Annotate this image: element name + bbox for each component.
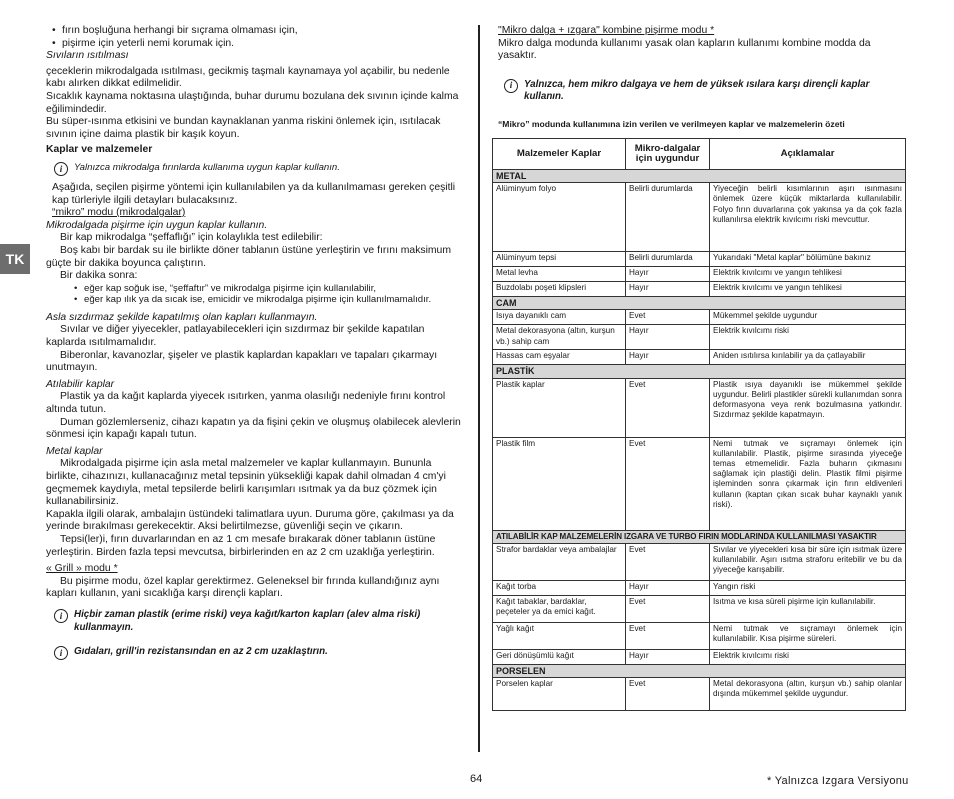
page-number: 64 <box>470 773 483 785</box>
table-cell: Hayır <box>626 325 710 350</box>
section-title: PORSELEN <box>493 664 906 677</box>
table-row <box>493 350 906 365</box>
paragraph: Bu pişirme modu, özel kaplar gerektirmez. Geleneksel bir fırında kullandığınız aynı kapları kullanın, yani sıcaklığa karşı dirençli kapları. <box>46 575 440 600</box>
mode-heading: « Grill » modu * <box>46 563 118 575</box>
table-cell: Hayır <box>626 267 710 282</box>
mode-heading: "Mikro dalga + ızgara" kombine pişirme modu * <box>498 25 715 36</box>
column-header: Malzemeler Kaplar <box>493 139 626 170</box>
table-header-row <box>493 139 906 170</box>
table-row <box>493 649 906 664</box>
table-cell: Hayır <box>626 649 710 664</box>
list-item: • fırın boşluğuna herhangi bir sıçrama olmaması için, <box>46 25 462 38</box>
table-row <box>493 378 906 437</box>
section-row <box>493 365 906 378</box>
table-body <box>493 170 906 711</box>
table-cell: Nemi tutmak ve sıçramayı önlemek için kullanılabilir. Plastik, pişirme sırasında yiyeceğe temas etmemelidir. Fazla buharın çıkmasını sağlamak için plastiği delin. Plastik filmi pişirme işleminden sonra çıkarmak için fırın eldivenleri kullanın (kaptan çıkan sıcak buhar kaynaklı yanık riski). <box>710 437 906 530</box>
table-cell: Yiyeceğin belirli kısımlarının aşırı ısınmasını önlemek üzere küçük miktarlarda kullanılabilir. Folyo fırın duvarlarına çok yakınsa ya da çok fazla kullanılırsa elektrik kıvılcımı riski mevcuttur. <box>710 183 906 252</box>
paragraph: Duman gözlemlerseniz, cihazı kapatın ya da fişini çekin ve oluşmuş olabilecek alevlerin sönmesi için kapağı kapalı tutun. <box>46 416 461 441</box>
column-divider <box>478 25 480 752</box>
paragraph: Plastik ya da kağıt kaplarda yiyecek ısıtırken, yanma olasılığı nedeniyle fırını kontrol altında tutun. <box>46 391 446 416</box>
table-cell: Elektrik kıvılcımı riski <box>710 649 906 664</box>
table-cell: Kağıt tabaklar, bardaklar, peçeteler ya da emici kağıt. <box>493 595 626 622</box>
right-column <box>498 25 910 131</box>
paragraph: Sıcaklık kaynama noktasına ulaştığında, buhar durumu bozulana dek sıvının içinde kalma eğilimindedir. <box>46 90 459 115</box>
language-tab: TK <box>0 244 30 274</box>
table-title: “Mikro” modunda kullanımına izin verilen ve verilmeyen kaplar ve malzemelerin özeti <box>498 118 845 129</box>
table-row <box>493 595 906 622</box>
table-cell: Buzdolabı poşeti klipsleri <box>493 282 626 297</box>
table-row <box>493 183 906 252</box>
list-item: • eğer kap ılık ya da sıcak ise, emicidir ve mikrodalga pişirme için kullanılmamalıdır. <box>46 294 462 306</box>
table-cell: Plastik kaplar <box>493 378 626 437</box>
section-heading: Kaplar ve malzemeler <box>46 144 153 156</box>
note-text: Hiçbir zaman plastik (erime riski) veya kağıt/karton kapları (alev alma riski) kullanmayın. <box>74 608 421 633</box>
section-title: METAL <box>493 170 906 183</box>
table-cell: Metal dekorasyona (altın, kurşun vb.) sahip olanlar dışında mükemmel şekilde uygundur. <box>710 678 906 711</box>
list-item: • eğer kap soğuk ise, “şeffaftır” ve mikrodalga pişirme için kullanılabilir, <box>46 283 462 295</box>
info-icon: i <box>54 646 68 660</box>
paragraph: Mikrodalgada pişirme için asla metal malzemeler ve kaplar kullanmayın. Bununla birlikte, cihazınızı, kullanacağınız metal tepsinin yüksekliği kapak dahil olmadan 4 cm'yi geçmemek kaydıyla, metal tepsilerde belirli karışımları ısıtmak ya da buz çözmek için kullanabilirsiniz. <box>46 458 446 508</box>
paragraph: çeceklerin mikrodalgada ısıtılması, gecikmiş taşmalı kaynamaya yol açabilir, bu nedenle kabı alırken dikkat edilmelidir. <box>46 65 450 90</box>
containers-table <box>492 138 906 711</box>
table-cell: Belirli durumlarda <box>626 183 710 252</box>
footer-note: * Yalnızca Izgara Versiyonu <box>767 775 909 787</box>
info-icon: i <box>504 79 518 93</box>
table-cell: Alüminyum tepsi <box>493 252 626 267</box>
section-heading: Sıvıların ısıtılması <box>46 50 129 62</box>
table-cell: Isıya dayanıklı cam <box>493 310 626 325</box>
table-cell: Plastik ısıya dayanıklı ise mükemmel şekilde uygundur. Belirli plastikler sürekli kullanımdan sonra deformasyona veya renk bozulmasına yatkındır. Sızdırmaz şekilde kapatmayın. <box>710 378 906 437</box>
section-title: ATILABİLİR KAP MALZEMELERİN IZGARA VE TURBO FIRIN MODLARINDA KULLANILMASI YASAKTIR <box>493 530 906 543</box>
list-item: • pişirme için yeterli nemi korumak için. <box>46 38 462 51</box>
table-cell: Alüminyum folyo <box>493 183 626 252</box>
table-cell: Hayır <box>626 350 710 365</box>
paragraph: Bir dakika sonra: <box>60 270 138 282</box>
table-cell: Elektrik kıvılcımı riski <box>710 325 906 350</box>
table-row <box>493 267 906 282</box>
table-cell: Yangın riski <box>710 580 906 595</box>
note-text: Yalnızca mikrodalga fırınlarda kullanıma uygun kaplar kullanın. <box>74 161 340 173</box>
note-text: Gıdaları, grill'in rezistansından en az 2 cm uzaklaştırın. <box>74 646 328 658</box>
paragraph: Tepsi(ler)i, fırın duvarlarından en az 1 cm mesafe bırakarak döner tablanın üstüne yerleştirin. Birden fazla tepsi mevcutsa, birbirlerinden en az 2 cm uzaklığa yerleştirin. <box>46 533 436 558</box>
table-cell: Mükemmel şekilde uygundur <box>710 310 906 325</box>
table-cell: Hayır <box>626 282 710 297</box>
subheading: Asla sızdırmaz şekilde kapatılmış olan kapları kullanmayın. <box>46 311 318 323</box>
table-cell: Sıvılar ve yiyecekleri kısa bir süre için ısıtmak üzere kullanılabilir. Aşırı ısıtma straforu eritebilir ve bu da yiyeceğe karışabilir. <box>710 543 906 580</box>
table-cell: Aniden ısıtılırsa kırılabilir ya da çatlayabilir <box>710 350 906 365</box>
table-cell: Evet <box>626 437 710 530</box>
note-text: Yalnızca, hem mikro dalgaya ve hem de yüksek ısılara karşı dirençli kaplar kullanın. <box>524 78 870 103</box>
paragraph: Biberonlar, kavanozlar, şişeler ve plastik kaplardan kapakları ve tapaları çıkarmayı unutmayın. <box>46 349 438 374</box>
table-cell: Metal levha <box>493 267 626 282</box>
table-cell: Geri dönüşümlü kağıt <box>493 649 626 664</box>
section-row <box>493 297 906 310</box>
subheading: Metal kaplar <box>46 445 103 457</box>
table-cell: Kağıt torba <box>493 580 626 595</box>
note <box>54 609 462 634</box>
paragraph: Bu süper-ısınma etkisini ve bundan kaynaklanan yanma riskini önlemek için, ısıtılacak sıvının içine daima plastik bir kaşık koyun. <box>46 116 441 140</box>
paragraph: Mikro dalga modunda kullanımı yasak olan kapların kullanımı kombine modda da yasaktır. <box>498 37 871 62</box>
paragraph: Sıvılar ve diğer yiyecekler, patlayabilecekleri için sızdırmaz bir şekilde kapatılan kaplarda ısıtılmamalıdır. <box>46 324 425 349</box>
table-cell: Evet <box>626 543 710 580</box>
table-cell: Yağlı kağıt <box>493 622 626 649</box>
table-cell: Strafor bardaklar veya ambalajlar <box>493 543 626 580</box>
table-row <box>493 543 906 580</box>
table-cell: Evet <box>626 310 710 325</box>
table-cell: Belirli durumlarda <box>626 252 710 267</box>
column-header: Mikro-dalgalar için uygundur <box>626 139 710 170</box>
info-icon: i <box>54 162 68 176</box>
table-row <box>493 437 906 530</box>
table-row <box>493 282 906 297</box>
column-header: Açıklamalar <box>710 139 906 170</box>
table-cell: Isıtma ve kısa süreli pişirme için kullanılabilir. <box>710 595 906 622</box>
table-cell: Evet <box>626 595 710 622</box>
table-cell: Hayır <box>626 580 710 595</box>
subheading: Atılabilir kaplar <box>46 378 115 390</box>
table-row <box>493 325 906 350</box>
section-title: PLASTİK <box>493 365 906 378</box>
table-row <box>493 622 906 649</box>
section-row <box>493 170 906 183</box>
table-cell: Porselen kaplar <box>493 678 626 711</box>
table-cell: Yukarıdaki "Metal kaplar" bölümüne bakınız <box>710 252 906 267</box>
paragraph: Aşağıda, seçilen pişirme yöntemi için kullanılabilen ya da kullanılmaması gereken çeşitli kap türleriyle ilgili detayları bulacaksınız. <box>52 181 456 206</box>
note <box>54 646 462 660</box>
section-row <box>493 664 906 677</box>
table-row <box>493 580 906 595</box>
table-cell: Evet <box>626 678 710 711</box>
table-cell: Evet <box>626 378 710 437</box>
table-cell: Elektrik kıvılcımı ve yangın tehlikesi <box>710 267 906 282</box>
table-row <box>493 310 906 325</box>
table-row <box>493 252 906 267</box>
info-icon: i <box>54 609 68 623</box>
paragraph: Kapakla ilgili olarak, ambalajın üstündeki talimatlara uyun. Duruma göre, çakılması ya da yerinde bırakılması gerekecektir. Aksi belirtilmezse, güvenliği seçin ve çıkarın. <box>46 508 454 533</box>
left-column <box>46 25 462 660</box>
table-cell: Plastik film <box>493 437 626 530</box>
table-cell: Metal dekorasyona (altın, kurşun vb.) sahip cam <box>493 325 626 350</box>
paragraph: Boş kabı bir bardak su ile birlikte döner tablanın üstüne yerleştirin ve fırını maksimum güçte bir dakika boyunca çalıştırın. <box>46 244 451 269</box>
table-cell: Elektrik kıvılcımı ve yangın tehlikesi <box>710 282 906 297</box>
table-cell: Evet <box>626 622 710 649</box>
section-title: CAM <box>493 297 906 310</box>
section-row <box>493 530 906 543</box>
note <box>54 162 462 176</box>
table-cell: Hassas cam eşyalar <box>493 350 626 365</box>
paragraph: Bir kap mikrodalga “şeffaflığı” için kolaylıkla test edilebilir: <box>60 232 323 244</box>
table-row <box>493 678 906 711</box>
table-cell: Nemi tutmak ve sıçramayı önlemek için kullanılabilir. Kısa pişirme süreleri. <box>710 622 906 649</box>
note <box>504 79 910 104</box>
mode-heading: “mikro” modu (mikrodalgalar) <box>52 207 186 219</box>
subheading: Mikrodalgada pişirme için uygun kaplar kullanın. <box>46 219 268 231</box>
